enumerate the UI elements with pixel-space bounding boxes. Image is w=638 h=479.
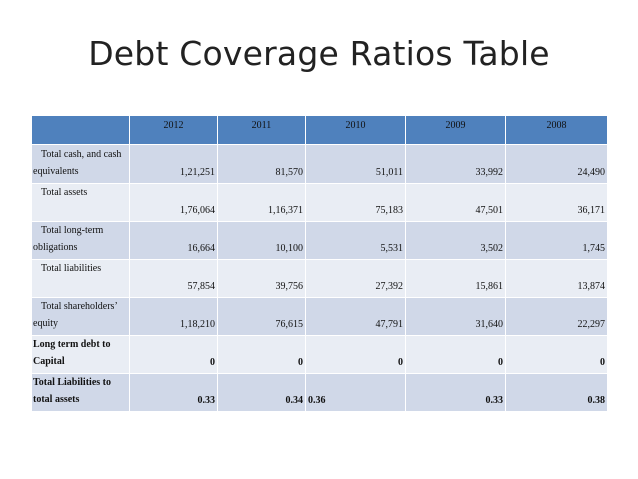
table-cell: 81,570 xyxy=(218,145,306,184)
row-label: Total assets xyxy=(32,184,130,222)
header-cell: 2011 xyxy=(218,116,306,145)
table-cell: 33,992 xyxy=(406,145,506,184)
slide-title: Debt Coverage Ratios Table xyxy=(88,34,550,73)
table-cell: 27,392 xyxy=(306,260,406,298)
table-cell: 36,171 xyxy=(506,184,608,222)
table-cell: 1,16,371 xyxy=(218,184,306,222)
table-row xyxy=(32,336,608,374)
table-cell: 10,100 xyxy=(218,222,306,260)
table-row xyxy=(32,374,608,412)
table-cell: 22,297 xyxy=(506,298,608,336)
row-label: Long term debt to Capital xyxy=(32,336,130,374)
header-cell: 2012 xyxy=(130,116,218,145)
table-cell: 76,615 xyxy=(218,298,306,336)
table-cell: 1,745 xyxy=(506,222,608,260)
row-label: Total shareholders’ equity xyxy=(32,298,130,336)
table-cell: 0.34 xyxy=(218,374,306,412)
table-cell: 57,854 xyxy=(130,260,218,298)
header-cell xyxy=(32,116,130,145)
table-cell: 15,861 xyxy=(406,260,506,298)
table-cell: 75,183 xyxy=(306,184,406,222)
table-row xyxy=(32,184,608,222)
table-cell: 0.33 xyxy=(130,374,218,412)
table-cell: 1,21,251 xyxy=(130,145,218,184)
table-cell: 5,531 xyxy=(306,222,406,260)
table-row xyxy=(32,260,608,298)
table-cell: 0 xyxy=(218,336,306,374)
header-cell: 2008 xyxy=(506,116,608,145)
table-row xyxy=(32,298,608,336)
table-cell: 16,664 xyxy=(130,222,218,260)
header-cell: 2009 xyxy=(406,116,506,145)
table-cell: 0.38 xyxy=(506,374,608,412)
table-cell: 31,640 xyxy=(406,298,506,336)
row-label: Total liabilities xyxy=(32,260,130,298)
table-row xyxy=(32,222,608,260)
table-cell: 0.36 xyxy=(306,374,406,412)
table-row xyxy=(32,145,608,184)
row-label: Total cash, and cash equivalents xyxy=(32,145,130,184)
header-cell: 2010 xyxy=(306,116,406,145)
table-cell: 39,756 xyxy=(218,260,306,298)
table-cell: 0 xyxy=(506,336,608,374)
table-cell: 24,490 xyxy=(506,145,608,184)
table-cell: 3,502 xyxy=(406,222,506,260)
table-cell: 51,011 xyxy=(306,145,406,184)
table-cell: 0 xyxy=(130,336,218,374)
debt-coverage-table xyxy=(31,115,608,412)
row-label: Total long-term obligations xyxy=(32,222,130,260)
table-cell: 47,791 xyxy=(306,298,406,336)
table-cell: 0 xyxy=(406,336,506,374)
row-label: Total Liabilities to total assets xyxy=(32,374,130,412)
table-cell: 1,76,064 xyxy=(130,184,218,222)
table-header-row xyxy=(32,116,608,145)
table-cell: 0 xyxy=(306,336,406,374)
table-cell: 47,501 xyxy=(406,184,506,222)
table-cell: 0.33 xyxy=(406,374,506,412)
table-cell: 13,874 xyxy=(506,260,608,298)
table-cell: 1,18,210 xyxy=(130,298,218,336)
